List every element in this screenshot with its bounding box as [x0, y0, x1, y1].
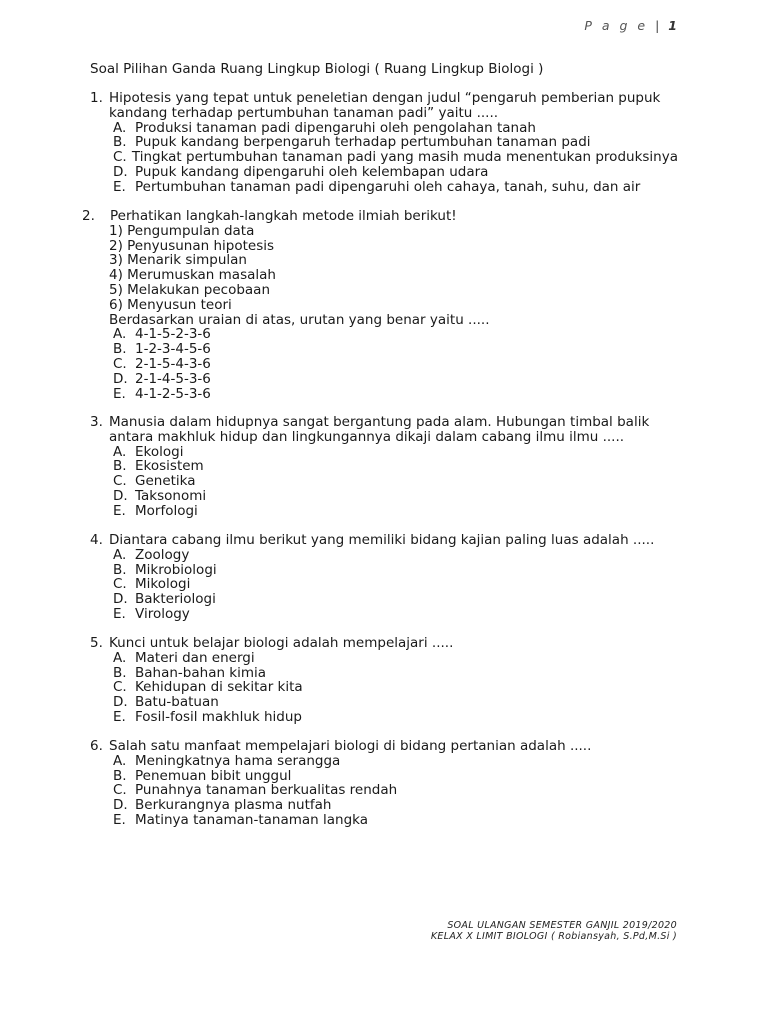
- option-letter: E.: [113, 811, 126, 828]
- option-e[interactable]: [113, 607, 678, 622]
- option-text: 2-1-5-4-3-6: [135, 355, 211, 372]
- option-text: Berkurangnya plasma nutfah: [135, 797, 332, 814]
- option-letter: A.: [113, 119, 127, 136]
- page-word: P a g e: [584, 18, 649, 33]
- option-letter: C.: [113, 473, 127, 490]
- option-letter: B.: [113, 767, 127, 784]
- question-number: 2.: [82, 208, 95, 224]
- option-text: Matinya tanaman-tanaman langka: [135, 811, 368, 828]
- option-b[interactable]: [113, 666, 678, 681]
- option-letter: B.: [113, 664, 127, 681]
- question-stem-continued: kandang terhadap pertumbuhan tanaman padi” yaitu .....: [109, 104, 499, 121]
- method-step: 3) Menarik simpulan: [109, 252, 247, 269]
- option-text: Mikologi: [135, 576, 191, 593]
- option-letter: A.: [113, 326, 127, 343]
- option-text: 2-1-4-5-3-6: [135, 370, 211, 387]
- option-d[interactable]: [113, 372, 678, 387]
- question-number: 5.: [90, 635, 103, 651]
- option-letter: B.: [113, 134, 127, 151]
- question-stem: Hipotesis yang tepat untuk peneletian dengan judul “pengaruh pemberian pupuk: [109, 90, 661, 106]
- option-b[interactable]: [113, 342, 678, 357]
- option-letter: C.: [113, 576, 127, 593]
- option-letter: E.: [113, 502, 126, 519]
- page-header: [584, 18, 677, 33]
- option-text: Penemuan bibit unggul: [135, 767, 292, 784]
- option-text: Genetika: [135, 473, 196, 490]
- option-b[interactable]: [113, 563, 678, 578]
- option-a[interactable]: [113, 548, 678, 563]
- option-text: Bakteriologi: [135, 591, 216, 608]
- option-text: Pertumbuhan tanaman padi dipengaruhi oleh cahaya, tanah, suhu, dan air: [135, 178, 641, 195]
- page-separator: |: [655, 18, 660, 33]
- option-list: [82, 327, 678, 401]
- option-text: 1-2-3-4-5-6: [135, 341, 211, 358]
- option-b[interactable]: [113, 135, 678, 150]
- option-d[interactable]: [113, 798, 678, 813]
- option-letter: D.: [113, 163, 128, 180]
- option-text: Meningkatnya hama serangga: [135, 752, 341, 769]
- option-letter: A.: [113, 443, 127, 460]
- option-letter: D.: [113, 591, 128, 608]
- option-text: Ekosistem: [135, 458, 204, 475]
- method-step: 5) Melakukan pecobaan: [109, 281, 271, 298]
- question-number: 6.: [90, 738, 103, 754]
- option-a[interactable]: [113, 121, 678, 136]
- option-letter: E.: [113, 605, 126, 622]
- option-c[interactable]: [113, 357, 678, 372]
- option-text: Virology: [135, 605, 190, 622]
- option-text: Produksi tanaman padi dipengaruhi oleh pengolahan tanah: [135, 119, 536, 136]
- option-letter: D.: [113, 694, 128, 711]
- option-letter: C.: [113, 149, 127, 166]
- option-text: Tingkat pertumbuhan tanaman padi yang masih muda menentukan produksinya: [131, 149, 678, 166]
- option-letter: B.: [113, 561, 127, 578]
- question-4: [90, 533, 678, 622]
- option-c[interactable]: [113, 474, 678, 489]
- option-letter: E.: [113, 385, 126, 402]
- method-step-list: [82, 224, 678, 313]
- option-text: Punahnya tanaman berkualitas rendah: [135, 782, 398, 799]
- option-a[interactable]: [113, 445, 678, 460]
- question-number: 3.: [90, 414, 103, 430]
- option-text: Materi dan energi: [135, 649, 255, 666]
- option-c[interactable]: [113, 150, 678, 165]
- question-stem: Perhatikan langkah-langkah metode ilmiah berikut!: [110, 208, 457, 224]
- question-2: [82, 209, 678, 401]
- option-d[interactable]: [113, 695, 678, 710]
- question-stem: Kunci untuk belajar biologi adalah mempelajari .....: [109, 635, 454, 651]
- footer-class-teacher: KELAX X LIMIT BIOLOGI ( Robiansyah, S.Pd,M.Si ): [430, 931, 677, 942]
- option-d[interactable]: [113, 489, 678, 504]
- option-c[interactable]: [113, 680, 678, 695]
- question-stem-continued: antara makhluk hidup dan lingkungannya dikaji dalam cabang ilmu ilmu .....: [109, 428, 625, 445]
- page-number: 1: [668, 18, 677, 33]
- option-text: 4-1-2-5-3-6: [135, 385, 211, 402]
- option-c[interactable]: [113, 577, 678, 592]
- option-text: Fosil-fosil makhluk hidup: [135, 708, 303, 725]
- question-number: 1.: [90, 90, 103, 106]
- option-letter: D.: [113, 487, 128, 504]
- option-b[interactable]: [113, 459, 678, 474]
- option-list: [90, 445, 678, 519]
- question-5: [90, 636, 678, 725]
- option-text: Zoology: [135, 546, 190, 563]
- question-stem-continued: Berdasarkan uraian di atas, urutan yang benar yaitu .....: [109, 311, 490, 328]
- footer-exam-title: SOAL ULANGAN SEMESTER GANJIL 2019/2020: [447, 920, 677, 931]
- option-list: [90, 121, 678, 195]
- method-step: 2) Penyusunan hipotesis: [109, 237, 275, 254]
- option-text: 4-1-5-2-3-6: [135, 326, 211, 343]
- option-text: Taksonomi: [135, 487, 207, 504]
- option-b[interactable]: [113, 769, 678, 784]
- option-list: [90, 548, 678, 622]
- option-c[interactable]: [113, 783, 678, 798]
- option-letter: A.: [113, 649, 127, 666]
- option-e[interactable]: [113, 504, 678, 519]
- option-text: Kehidupan di sekitar kita: [135, 679, 303, 696]
- option-a[interactable]: [113, 327, 678, 342]
- method-step: 1) Pengumpulan data: [109, 222, 255, 239]
- option-letter: A.: [113, 752, 127, 769]
- question-3: [90, 415, 678, 519]
- option-letter: D.: [113, 797, 128, 814]
- page-footer: [431, 920, 677, 942]
- option-letter: E.: [113, 178, 126, 195]
- option-letter: C.: [113, 355, 127, 372]
- option-letter: B.: [113, 341, 127, 358]
- method-step: 4) Merumuskan masalah: [109, 267, 276, 284]
- question-stem: Salah satu manfaat mempelajari biologi di bidang pertanian adalah .....: [109, 738, 592, 754]
- question-6: [90, 739, 678, 828]
- option-list: [90, 754, 678, 828]
- option-d[interactable]: [113, 165, 678, 180]
- question-number: 4.: [90, 532, 103, 548]
- option-e[interactable]: [113, 387, 678, 402]
- option-text: Mikrobiologi: [135, 561, 217, 578]
- option-e[interactable]: [113, 813, 678, 828]
- document-title: Soal Pilihan Ganda Ruang Lingkup Biologi ( Ruang Lingkup Biologi ): [90, 61, 544, 77]
- option-text: Pupuk kandang dipengaruhi oleh kelembapan udara: [135, 163, 489, 180]
- option-letter: E.: [113, 708, 126, 725]
- question-stem: Diantara cabang ilmu berikut yang memiliki bidang kajian paling luas adalah .....: [109, 532, 655, 548]
- option-e[interactable]: [113, 180, 678, 195]
- option-text: Batu-batuan: [135, 694, 219, 711]
- option-letter: C.: [113, 782, 127, 799]
- question-stem: Manusia dalam hidupnya sangat bergantung pada alam. Hubungan timbal balik: [109, 414, 650, 430]
- option-a[interactable]: [113, 651, 678, 666]
- option-e[interactable]: [113, 710, 678, 725]
- option-text: Pupuk kandang berpengaruh terhadap pertumbuhan tanaman padi: [135, 134, 591, 151]
- question-1: [90, 91, 678, 195]
- option-letter: C.: [113, 679, 127, 696]
- method-step: 6) Menyusun teori: [109, 296, 232, 313]
- option-letter: B.: [113, 458, 127, 475]
- option-d[interactable]: [113, 592, 678, 607]
- option-list: [90, 651, 678, 725]
- option-letter: A.: [113, 546, 127, 563]
- option-text: Bahan-bahan kimia: [135, 664, 267, 681]
- option-text: Morfologi: [135, 502, 198, 519]
- option-letter: D.: [113, 370, 128, 387]
- option-a[interactable]: [113, 754, 678, 769]
- option-text: Ekologi: [135, 443, 184, 460]
